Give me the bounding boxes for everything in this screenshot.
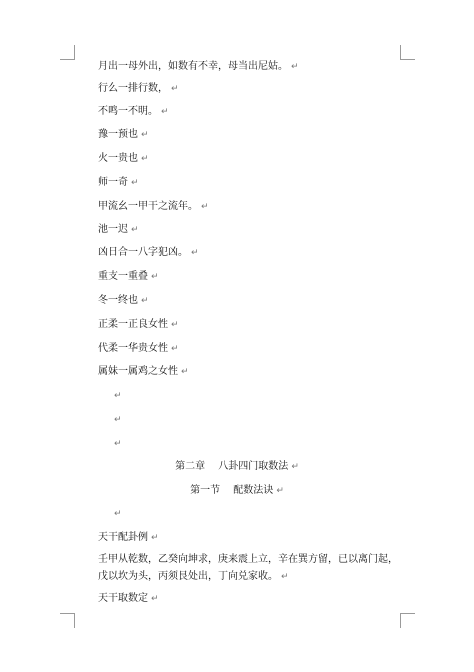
- page-corner-mark-top-right: [400, 45, 415, 60]
- text-line: 池一迟 ↵: [98, 224, 139, 235]
- paragraph-mark-icon: ↵: [151, 272, 159, 282]
- text-line: 正柔一正良女性 ↵: [98, 319, 179, 330]
- paragraph-mark-icon: ↵: [114, 415, 122, 425]
- paragraph-mark-icon: ↵: [131, 178, 139, 188]
- text-line: 冬一终也 ↵: [98, 295, 149, 306]
- text-line: 代柔一华贵女性 ↵: [98, 343, 179, 354]
- page-corner-mark-bottom-right: [400, 613, 415, 628]
- page-corner-mark-bottom-left: [60, 613, 75, 628]
- paragraph-mark-icon: ↵: [291, 462, 299, 472]
- body-paragraph: 壬甲从乾数，乙癸向坤求，庚来震上立，辛在巽方留，已以离门起，戊以坎为头，丙须艮处出，丁向兑家收。 ↵: [98, 554, 398, 582]
- text-line: 月出一母外出，如数有不幸，母当出尼姑。 ↵: [98, 61, 299, 72]
- text-line: 师一奇 ↵: [98, 177, 139, 188]
- text-line: 豫一预也 ↵: [98, 129, 149, 140]
- paragraph-mark-icon: ↵: [141, 154, 149, 164]
- paragraph-mark-icon: ↵: [141, 296, 149, 306]
- paragraph-mark-icon: ↵: [171, 84, 179, 94]
- chapter-title: 第二章 八卦四门取数法 ↵: [175, 461, 299, 472]
- paragraph-mark-icon: ↵: [114, 509, 122, 519]
- paragraph-mark-icon: ↵: [151, 533, 159, 543]
- paragraph-mark-icon: ↵: [171, 320, 179, 330]
- paragraph-mark-icon: ↵: [161, 107, 169, 117]
- text-line: 行么一排行数， ↵: [98, 83, 179, 94]
- text-line: 甲流幺一甲干之流年。 ↵: [98, 201, 209, 212]
- paragraph-mark-icon: ↵: [181, 367, 189, 377]
- paragraph-mark-icon: ↵: [131, 225, 139, 235]
- text-line: 火一贵也 ↵: [98, 153, 149, 164]
- subheading: 天干取数定 ↵: [98, 593, 159, 604]
- paragraph-mark-icon: ↵: [291, 62, 299, 72]
- text-line: 重支一重叠 ↵: [98, 271, 159, 282]
- text-line: 凶日合一八字犯凶。 ↵: [98, 247, 199, 258]
- paragraph-mark-icon: ↵: [191, 248, 199, 258]
- paragraph-mark-icon: ↵: [171, 344, 179, 354]
- paragraph-mark-icon: ↵: [114, 391, 122, 401]
- paragraph-mark-icon: ↵: [276, 486, 284, 496]
- subheading: 天干配卦例 ↵: [98, 532, 159, 543]
- text-line: 属妹一属鸡之女性 ↵: [98, 366, 189, 377]
- paragraph-mark-icon: ↵: [114, 439, 122, 449]
- paragraph-mark-icon: ↵: [201, 202, 209, 212]
- page-corner-mark-top-left: [60, 45, 75, 60]
- paragraph-mark-icon: ↵: [141, 130, 149, 140]
- text-line: 不鸣一不明。 ↵: [98, 106, 169, 117]
- section-title: 第一节 配数法诀 ↵: [190, 485, 284, 496]
- paragraph-mark-icon: ↵: [151, 594, 159, 604]
- paragraph-mark-icon: ↵: [281, 572, 289, 582]
